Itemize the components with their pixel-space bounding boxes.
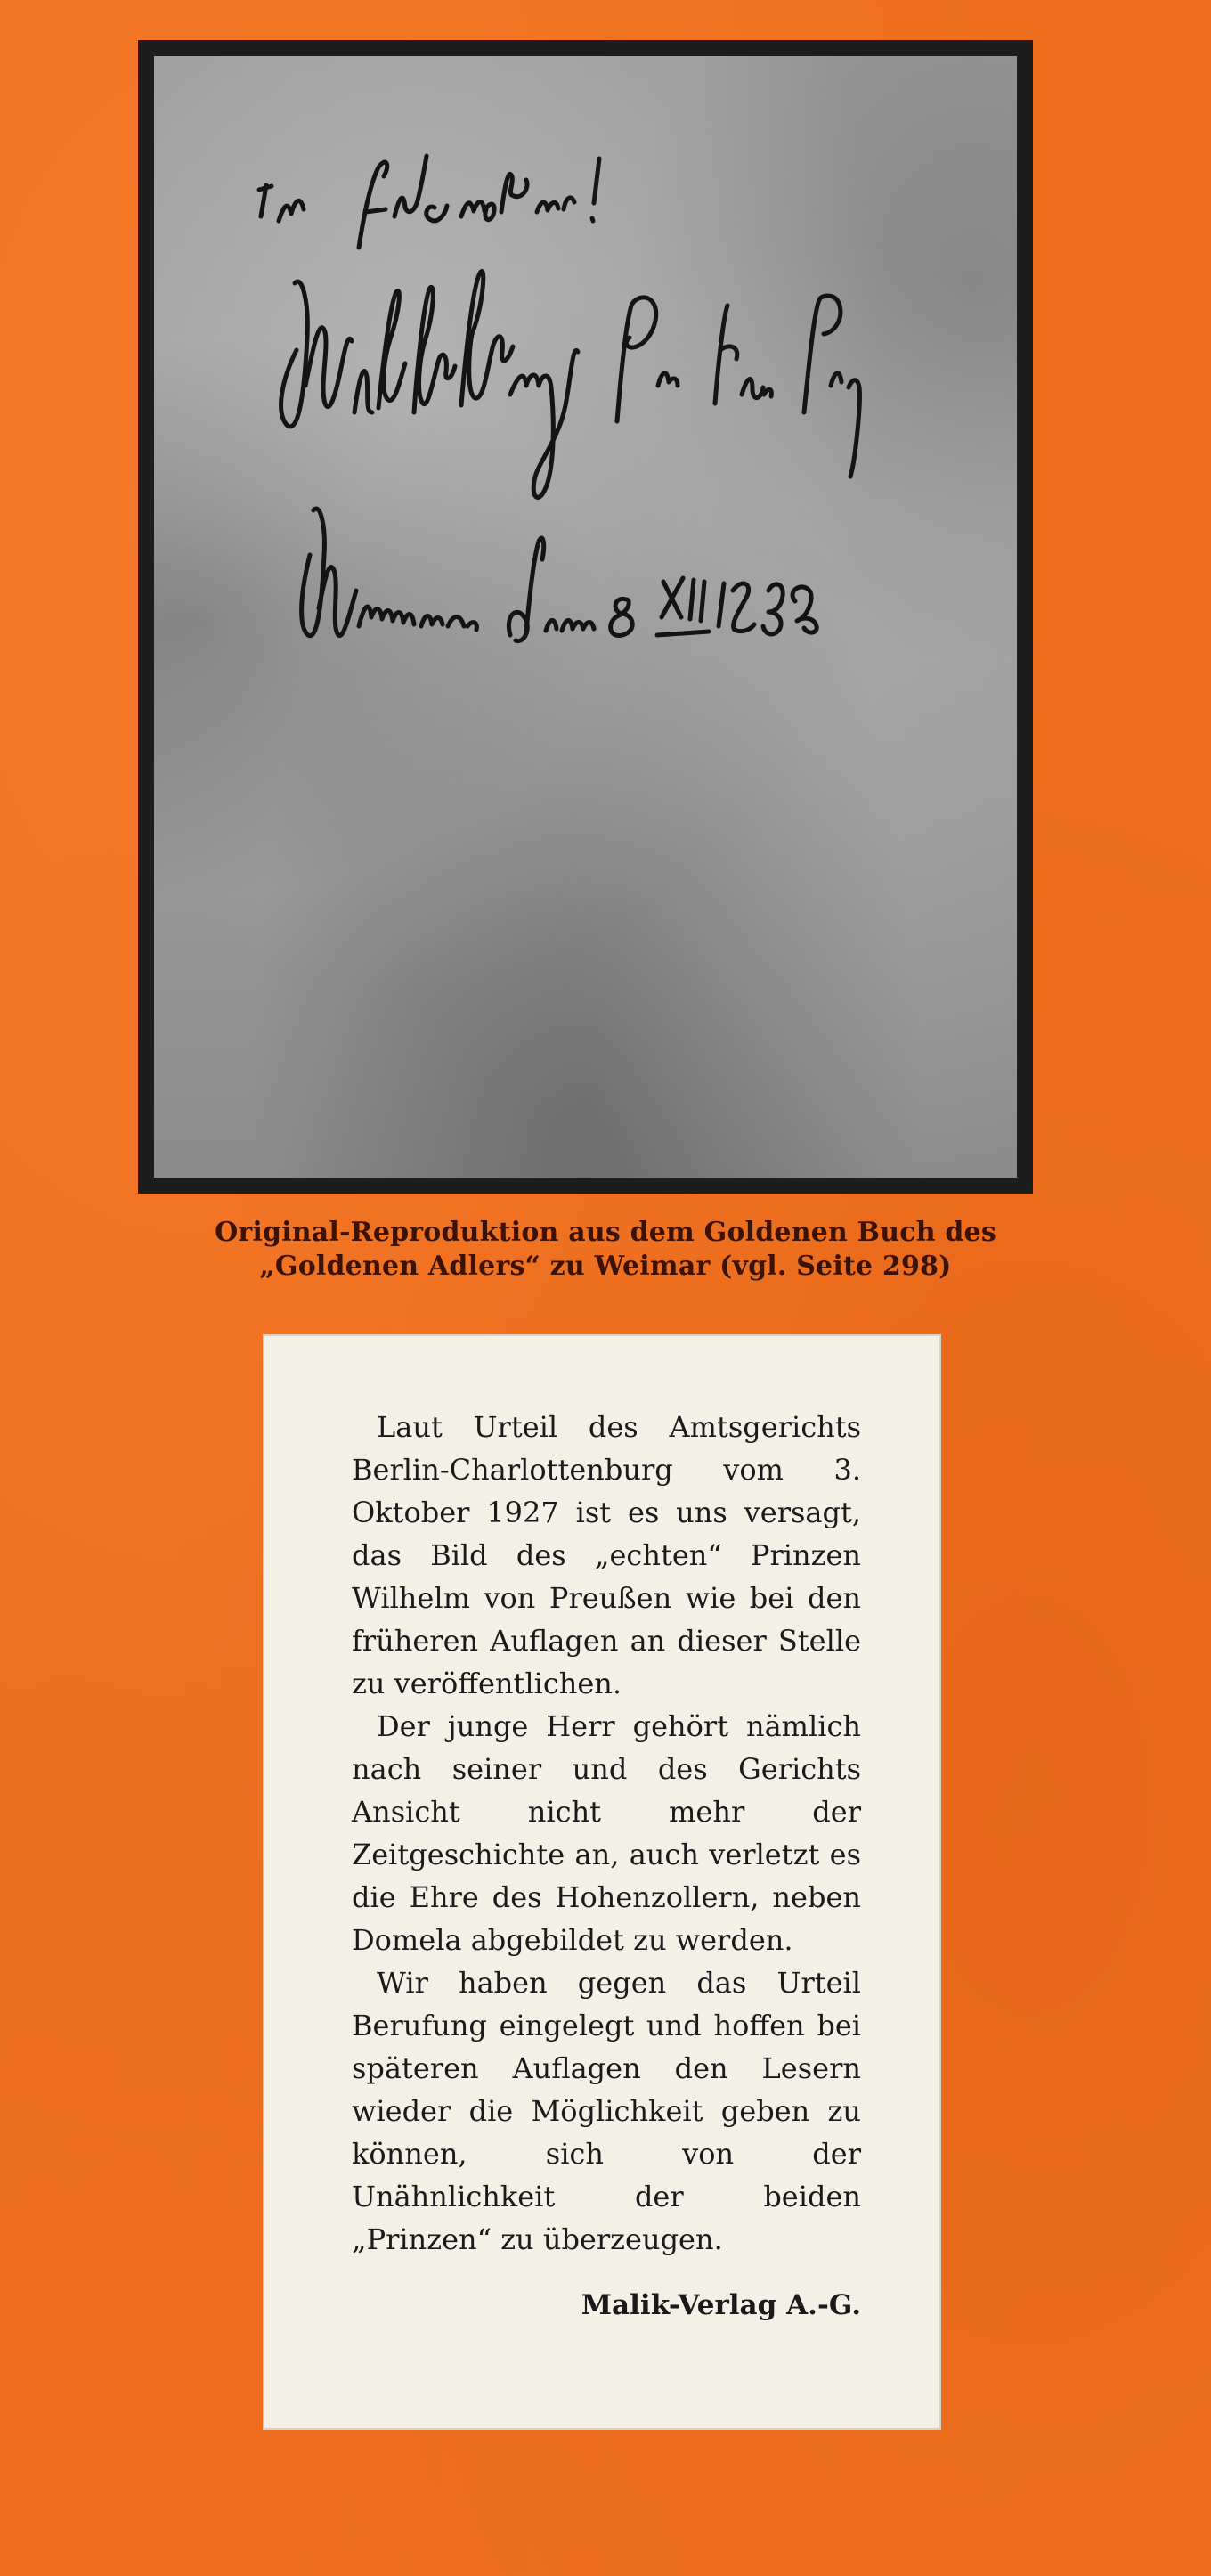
notice-paragraph-1: Laut Urteil des Amtsgerichts Berlin-Charlottenburg vom 3. Oktober 1927 ist es uns versagt, das Bild des „echten“ Prinzen Wilhelm von Preußen wie bei den früheren Auflagen an dieser Stelle zu veröffentlichen. (352, 1410, 861, 1700)
notice-paragraph-2: Der junge Herr gehört nämlich nach seiner und des Gerichts Ansicht nicht mehr der Zeitgeschichte an, auch verletzt es die Ehre des Hohenzollern, neben Domela abgebildet zu werden. (352, 1709, 861, 1957)
guestbook-photo-frame (138, 40, 1033, 1194)
publisher-notice (263, 1334, 941, 2430)
caption-line-1: Original-Reproduktion aus dem Goldenen Buch des (215, 1217, 996, 1248)
publisher-signature: Malik-Verlag A.-G. (581, 2289, 861, 2321)
handwritten-signature (154, 56, 1017, 1178)
guestbook-signature-photo (154, 56, 1017, 1178)
photo-caption (107, 1216, 1104, 1284)
caption-line-2: „Goldenen Adlers“ zu Weimar (vgl. Seite 298) (259, 1251, 952, 1282)
notice-paragraph-3: Wir haben gegen das Urteil Berufung eingelegt und hoffen bei späteren Auflagen den Lesern wieder die Möglichkeit geben zu können, sich von der Unähnlichkeit der beiden „Prinzen“ zu überzeugen. (352, 1966, 861, 2256)
